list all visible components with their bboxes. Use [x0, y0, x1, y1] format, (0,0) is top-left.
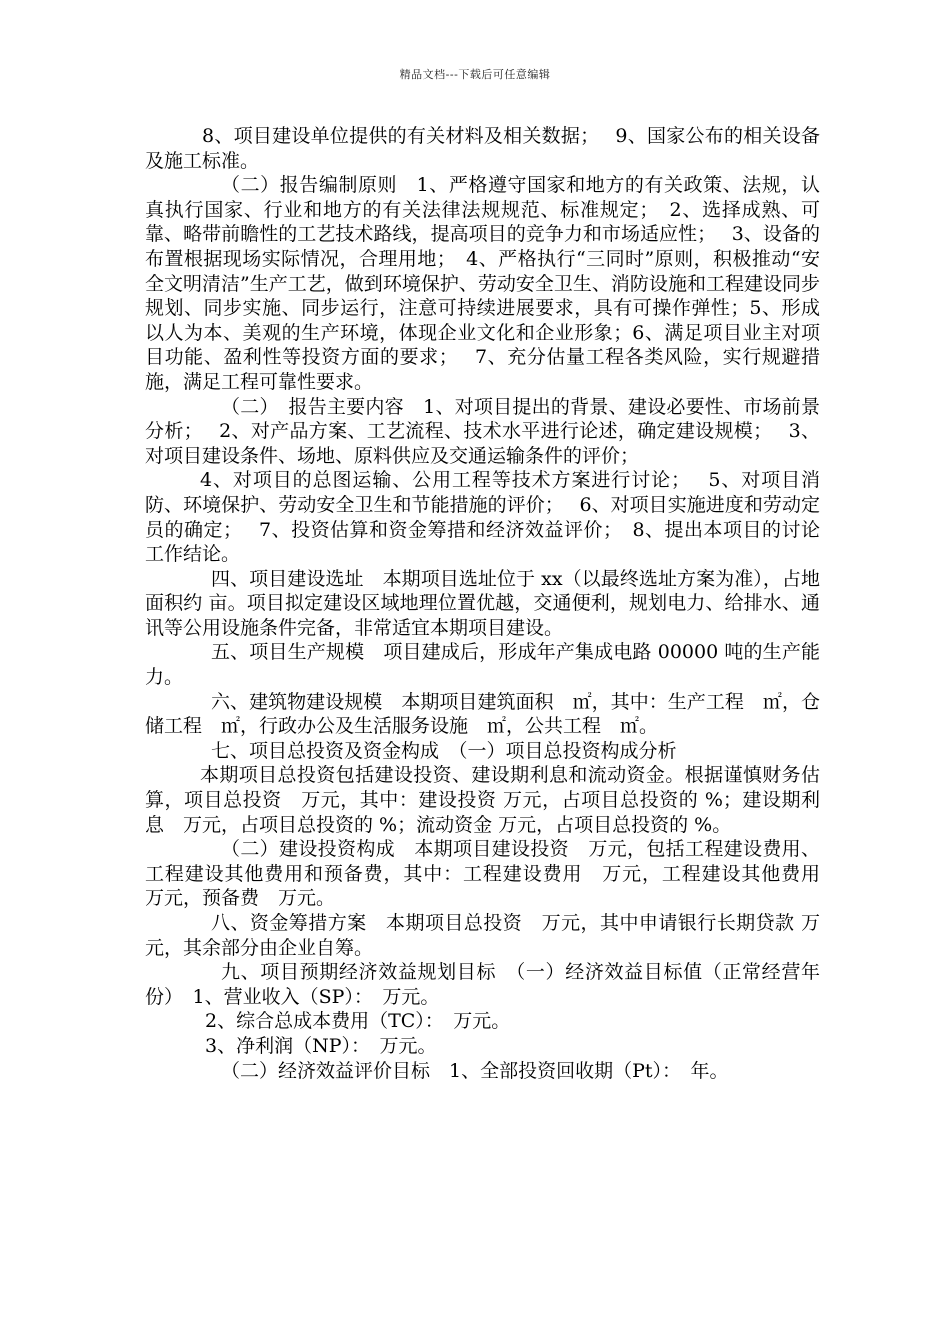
paragraph-site-selection: 四、项目建设选址 本期项目选址位于 xx（以最终选址方案为准），占地面积约 亩。项目拟定建设区域地理位置优越，交通便利，规划电力、给排水、通讯等公用设施条件完备，非常适宜本期项目建设。 — [145, 567, 820, 639]
paragraph-compilation-principles: （二）报告编制原则 1、严格遵守国家和地方的有关政策、法规，认真执行国家、行业和地方的有关法律法规规范、标准规定； 2、选择成熟、可靠、略带前瞻性的工艺技术路线，提高项目的竞争力和市场适应性； 3、设备的布置根据现场实际情况，合理用地； 4、严格执行“三同时”原则，积极推动“安全文明清洁”生产工艺，做到环境保护、劳动安全卫生、消防设施和工程建设同步规划、同步实施、同步运行，注意可持续进展要求，具有可操作弹性；5、形成以人为本、美观的生产环境，体现企业文化和企业形象；6、满足项目业主对项目功能、盈利性等投资方面的要求； 7、充分估量工程各类风险，实行规避措施，满足工程可靠性要求。 — [145, 174, 820, 393]
paragraph-construction-investment: （二）建设投资构成 本期项目建设投资 万元，包括工程建设费用、工程建设其他费用和预备费，其中：工程建设费用 万元，工程建设其他费用 万元，预备费 万元。 — [145, 838, 840, 910]
paragraph-report-contents-continued: 4、对项目的总图运输、公用工程等技术方案进行讨论； 5、对项目消防、环境保护、劳动安全卫生和节能措施的评价； 6、对项目实施进度和劳动定员的确定； 7、投资估算和资金筹措和经济效益评价； 8、提出本项目的讨论工作结论。 — [145, 469, 820, 566]
paragraph-production-scale: 五、项目生产规模 项目建成后，形成年产集成电路 00000 吨的生产能力。 — [145, 641, 820, 689]
paragraph-net-profit: 3、净利润（NP）： 万元。 — [205, 1034, 437, 1057]
paragraph-total-cost: 2、综合总成本费用（TC）： 万元。 — [205, 1010, 511, 1033]
paragraph-economic-targets: 九、项目预期经济效益规划目标 （一）经济效益目标值（正常经营年份） 1、营业收入（SP）： 万元。 — [145, 961, 820, 1008]
paragraph-investment-heading: 七、项目总投资及资金构成 （一）项目总投资构成分析 — [211, 739, 677, 762]
paragraph-evaluation-targets: （二）经济效益评价目标 1、全部投资回收期（Pt）： 年。 — [221, 1059, 729, 1082]
paragraph-building-scale: 六、建筑物建设规模 本期项目建筑面积 ㎡，其中：生产工程 ㎡，仓储工程 ㎡，行政办公及生活服务设施 ㎡，公共工程 ㎡。 — [145, 690, 820, 738]
paragraph-report-contents: （二） 报告主要内容 1、对项目提出的背景、建设必要性、市场前景分析； 2、对产品方案、工艺流程、技术水平进行论述，确定建设规模； 3、对项目建设条件、场地、原料供应及交通运输条件的评价； — [145, 395, 820, 467]
paragraph-total-investment: 本期项目总投资包括建设投资、建设期利息和流动资金。根据谨慎财务估算，项目总投资 万元，其中：建设投资 万元，占项目总投资的 %；建设期利息 万元，占项目总投资的 %；流动资金 万元，占项目总投资的 %。 — [145, 764, 820, 836]
paragraph-financing-plan: 八、资金筹措方案 本期项目总投资 万元，其中申请银行长期贷款 万元，其余部分由企业自筹。 — [145, 912, 820, 959]
page-header: 精品文档---下载后可任意编辑 — [399, 68, 551, 81]
paragraph-basis-items: 8、项目建设单位提供的有关材料及相关数据； 9、国家公布的相关设备及施工标准。 — [145, 125, 820, 172]
document-body — [145, 124, 840, 1083]
